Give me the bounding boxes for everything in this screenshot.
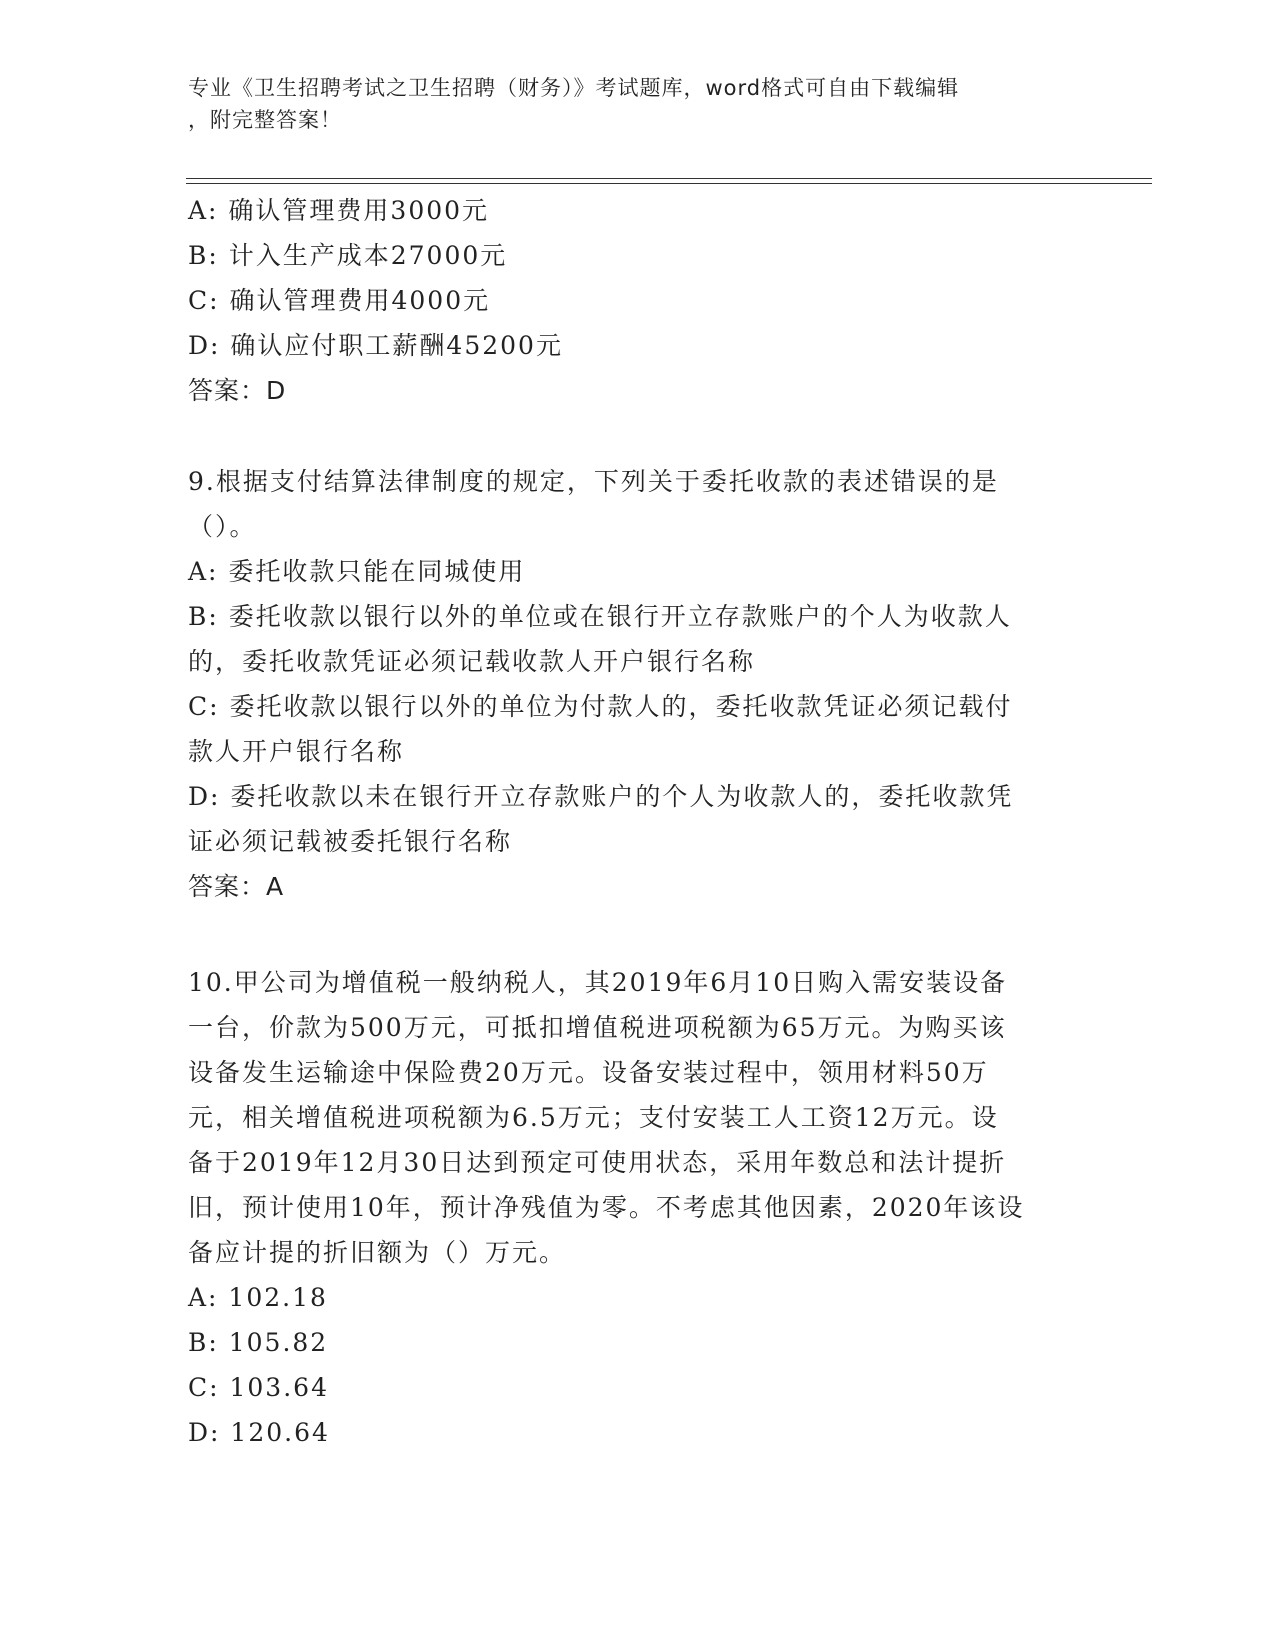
question-stem-line: 9.根据支付结算法律制度的规定，下列关于委托收款的表述错误的是 bbox=[188, 467, 999, 496]
question-9 bbox=[188, 459, 1078, 909]
option-c: C: 委托收款以银行以外的单位为付款人的，委托收款凭证必须记载付 bbox=[188, 692, 1013, 721]
answer: 答案：D bbox=[188, 376, 287, 405]
question-stem-line: 备于2019年12月30日达到预定可使用状态，采用年数总和法计提折 bbox=[188, 1148, 1007, 1177]
question-stem-line: 设备发生运输途中保险费20万元。设备安装过程中，领用材料50万 bbox=[188, 1058, 989, 1087]
option-d-continued: 证必须记载被委托银行名称 bbox=[188, 827, 513, 856]
question-stem-line: （）。 bbox=[188, 512, 257, 541]
option-d: D: 委托收款以未在银行开立存款账户的个人为收款人的，委托收款凭 bbox=[188, 782, 1014, 811]
header-divider-top bbox=[186, 178, 1152, 179]
option-a: A: 确认管理费用3000元 bbox=[188, 196, 490, 225]
header-line-1: 专业《卫生招聘考试之卫生招聘（财务）》考试题库，word格式可自由下载编辑 bbox=[188, 76, 960, 100]
question-10 bbox=[188, 960, 1078, 1455]
question-stem-line: 元，相关增值税进项税额为6.5万元；支付安装工人工资12万元。设 bbox=[188, 1103, 999, 1132]
option-c: C: 确认管理费用4000元 bbox=[188, 286, 491, 315]
option-c-continued: 款人开户银行名称 bbox=[188, 737, 405, 766]
header-line-2: ，附完整答案！ bbox=[188, 108, 342, 132]
question-8 bbox=[188, 188, 1078, 413]
option-d: D: 120.64 bbox=[188, 1418, 330, 1447]
option-b: B: 105.82 bbox=[188, 1328, 329, 1357]
option-a: A: 102.18 bbox=[188, 1283, 328, 1312]
question-stem-line: 10.甲公司为增值税一般纳税人，其2019年6月10日购入需安装设备 bbox=[188, 968, 1008, 997]
option-b: B: 委托收款以银行以外的单位或在银行开立存款账户的个人为收款人 bbox=[188, 602, 1012, 631]
answer: 答案：A bbox=[188, 872, 285, 901]
option-c: C: 103.64 bbox=[188, 1373, 329, 1402]
header-divider-bottom bbox=[186, 183, 1152, 184]
question-stem-line: 一台，价款为500万元，可抵扣增值税进项税额为65万元。为购买该 bbox=[188, 1013, 1007, 1042]
question-stem-line: 备应计提的折旧额为（）万元。 bbox=[188, 1238, 567, 1267]
option-b: B: 计入生产成本27000元 bbox=[188, 241, 508, 270]
option-a: A: 委托收款只能在同城使用 bbox=[188, 557, 526, 586]
question-stem-line: 旧，预计使用10年，预计净残值为零。不考虑其他因素，2020年该设 bbox=[188, 1193, 1025, 1222]
option-b-continued: 的，委托收款凭证必须记载收款人开户银行名称 bbox=[188, 647, 756, 676]
document-header bbox=[188, 72, 1068, 136]
option-d: D: 确认应付职工薪酬45200元 bbox=[188, 331, 563, 360]
